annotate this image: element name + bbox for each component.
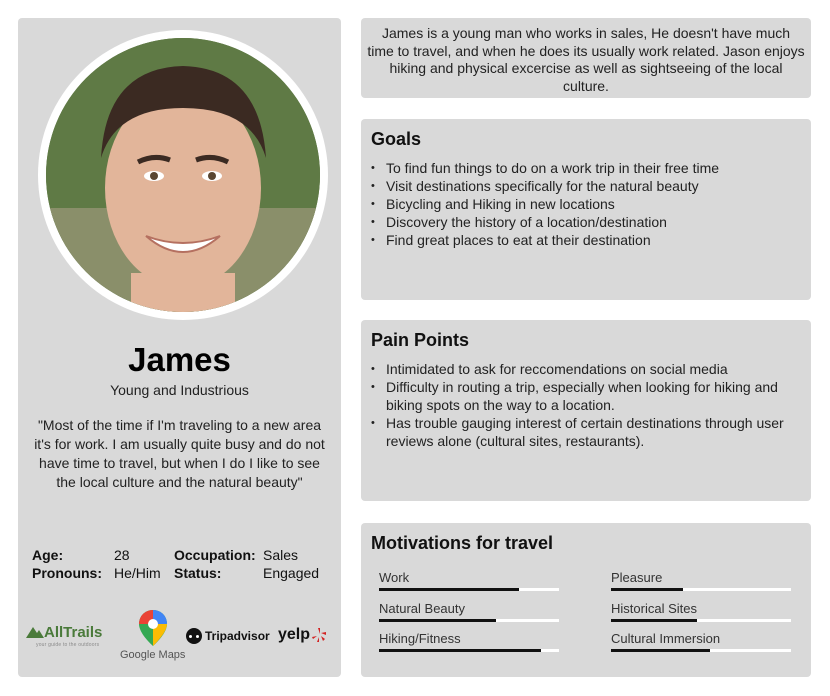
motivation-meter-natural-beauty — [379, 601, 559, 621]
pain-point-item: • Intimidated to ask for reccomendations on social media — [371, 360, 803, 378]
meter-fill — [379, 588, 519, 591]
meter-track — [379, 588, 559, 591]
avatar-frame — [38, 30, 328, 320]
meter-label: Work — [379, 570, 410, 585]
goal-item: • Discovery the history of a location/destination — [371, 213, 803, 231]
goal-item: • To find fun things to do on a work trip in their free time — [371, 159, 803, 177]
age-value: 28 — [114, 547, 130, 563]
persona-tagline: Young and Industrious — [110, 382, 249, 398]
persona-name: James — [128, 341, 231, 378]
pain-point-item: • Has trouble gauging interest of certain destinations through user reviews alone (cultural sites, restaurants). — [371, 414, 803, 450]
pain-points-panel — [361, 320, 811, 501]
occupation-value: Sales — [263, 547, 299, 563]
goal-item: • Bicycling and Hiking in new locations — [371, 195, 803, 213]
meter-fill — [611, 619, 697, 622]
persona-quote: "Most of the time if I'm traveling to a new area it's for work. I am usually quite busy and do not have time to travel, but when I do I like to see the local culture and the natural beauty" — [34, 417, 325, 490]
meter-fill — [611, 649, 710, 652]
pronouns-label: Pronouns: — [32, 565, 102, 581]
alltrails-tagline: your guide to the outdoors — [36, 642, 100, 648]
motivation-meter-cultural-immersion — [611, 631, 791, 651]
alltrails-label: AllTrails — [44, 624, 103, 641]
goal-item: • Visit destinations specifically for the natural beauty — [371, 177, 803, 195]
meter-label: Pleasure — [611, 570, 663, 585]
pain-points-title: Pain Points — [371, 330, 470, 350]
alltrails-logo — [26, 624, 102, 648]
meter-label: Hiking/Fitness — [379, 631, 461, 646]
profile-card — [18, 18, 341, 677]
google-maps-label: Google Maps — [120, 649, 186, 661]
motivations-panel — [361, 523, 811, 677]
google-maps-logo — [120, 610, 185, 661]
goals-panel — [361, 119, 811, 300]
status-label: Status: — [174, 565, 222, 581]
map-pin-icon — [139, 610, 167, 646]
meter-fill — [379, 619, 496, 622]
motivation-meter-work — [379, 570, 559, 590]
motivations-title: Motivations for travel — [371, 533, 554, 553]
pain-points-list — [371, 360, 803, 450]
profile-photo — [46, 38, 320, 312]
bio-text: James is a young man who works in sales, He doesn't have much time to travel, and when he does its usually work related. Jason enjoys hiking and physical excercise as well as sightseeing of the local culture. — [367, 25, 805, 94]
meter-fill — [611, 588, 683, 591]
meter-label: Cultural Immersion — [611, 631, 721, 646]
owl-icon — [186, 628, 202, 644]
meter-track — [611, 619, 791, 622]
goals-list — [371, 159, 803, 249]
pronouns-value: He/Him — [114, 565, 161, 581]
tripadvisor-label: Tripadvisor — [205, 629, 270, 643]
meter-label: Historical Sites — [611, 601, 697, 616]
avatar — [46, 38, 320, 312]
meter-track — [379, 619, 559, 622]
goals-title: Goals — [371, 129, 422, 149]
travel-apps — [24, 608, 336, 668]
pain-point-item: • Difficulty in routing a trip, especially when looking for hiking and biking spots on the way to a location. — [371, 378, 803, 414]
meter-track — [379, 649, 559, 652]
meter-track — [611, 649, 791, 652]
meter-fill — [379, 649, 541, 652]
tripadvisor-logo — [186, 628, 270, 644]
meter-track — [611, 588, 791, 591]
meter-label: Natural Beauty — [379, 601, 465, 616]
goal-item: • Find great places to eat at their destination — [371, 231, 803, 249]
age-label: Age: — [32, 547, 64, 563]
motivation-meter-historical-sites — [611, 601, 791, 621]
yelp-burst-icon — [311, 627, 327, 643]
status-value: Engaged — [263, 565, 320, 581]
bio-panel — [361, 18, 811, 98]
motivation-meter-pleasure — [611, 570, 791, 590]
mountain-icon — [26, 626, 44, 638]
yelp-label: yelp — [278, 626, 311, 643]
motivation-meter-hiking-fitness — [379, 631, 559, 651]
occupation-label: Occupation: — [174, 547, 256, 563]
yelp-logo — [278, 626, 327, 644]
